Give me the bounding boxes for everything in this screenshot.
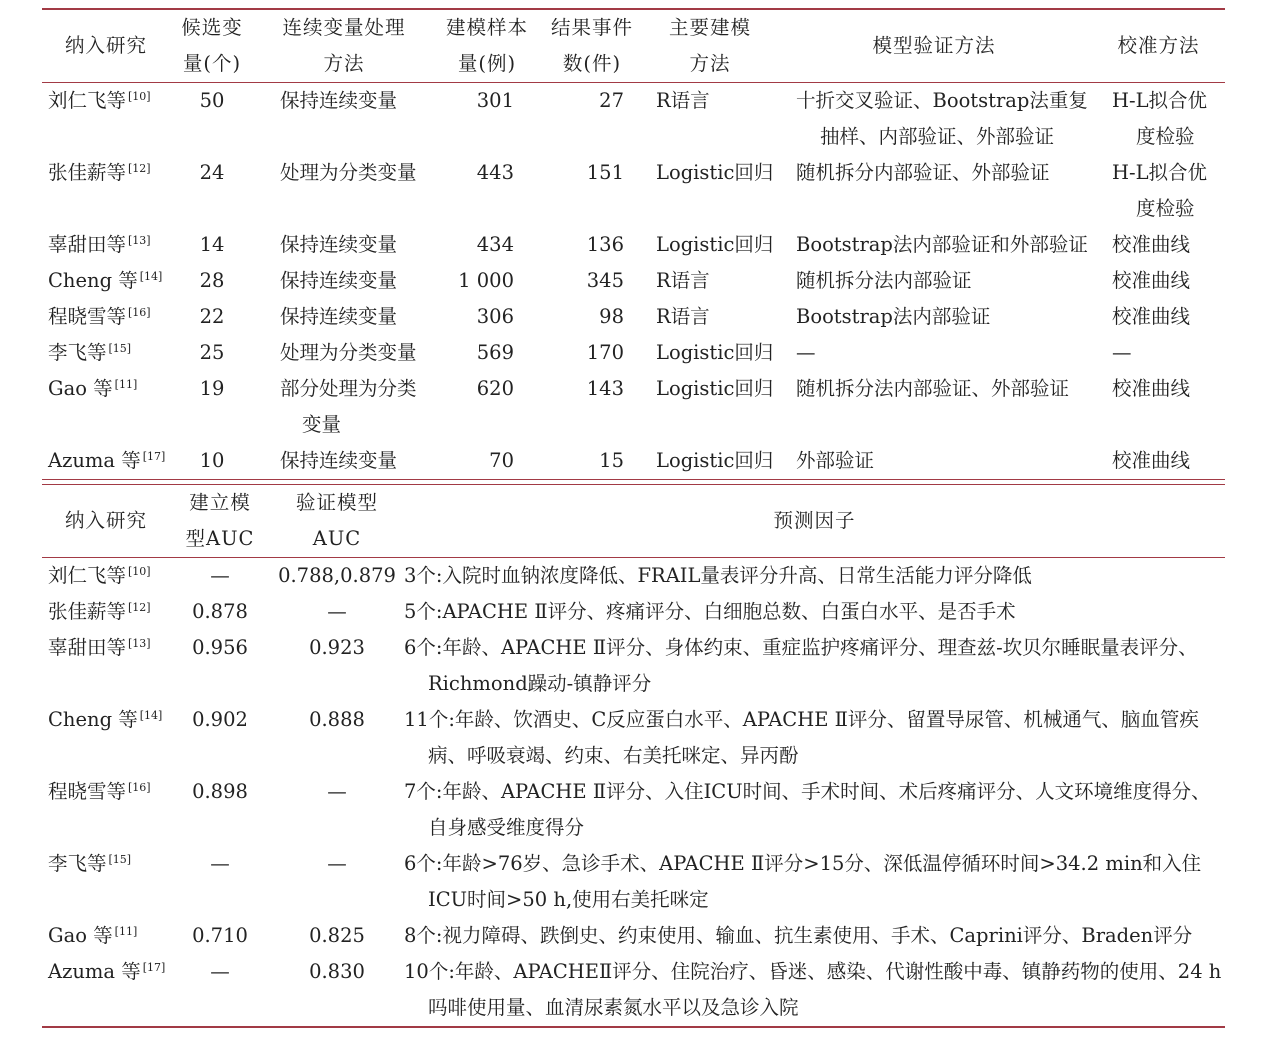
modeling-method-cell: [644, 227, 776, 263]
table2-header-cell: [404, 485, 1225, 558]
citation-ref: [15]: [108, 342, 132, 355]
header-text: 纳入研究: [64, 34, 147, 57]
validation-auc-cell: [270, 954, 404, 1026]
build-auc: —: [210, 564, 230, 587]
event-count: 170: [586, 341, 624, 364]
table-row: [42, 558, 1225, 595]
candidate-vars-cell: [170, 443, 254, 479]
validation-method-cell: [776, 227, 1092, 263]
study-name-cell: [42, 630, 170, 702]
study-name-cell: [42, 299, 170, 335]
header-text: 结果事件: [550, 16, 633, 39]
sample-size: 569: [476, 341, 514, 364]
continuous-method: 保持连续变量: [280, 269, 398, 292]
sample-size-cell: [434, 263, 540, 299]
citation-ref: [12]: [128, 162, 151, 175]
predictors-cell: [404, 594, 1225, 630]
study-name: 程晓雪等: [48, 305, 127, 328]
table2-header-row: [42, 485, 1225, 558]
validation-auc: —: [327, 780, 347, 803]
event-count: 345: [586, 269, 624, 292]
citation-ref: [14]: [139, 270, 163, 283]
predictors-cell: [404, 954, 1225, 1026]
event-count-cell: [540, 335, 644, 371]
study-name: Azuma 等: [48, 960, 141, 983]
study-name: Gao 等: [48, 377, 113, 400]
study-name: 张佳薪等: [48, 161, 127, 184]
header-text: 方法: [323, 52, 365, 75]
header-text: 主要建模: [668, 16, 751, 39]
table-row: [42, 594, 1225, 630]
table-row: [42, 918, 1225, 954]
continuous-method-cell: [254, 155, 434, 227]
citation-ref: [17]: [142, 961, 166, 974]
table2-body: [42, 558, 1225, 1027]
event-count: 15: [599, 449, 624, 472]
validation-method-cell: [776, 263, 1092, 299]
candidate-vars: 24: [199, 161, 225, 184]
study-name: Azuma 等: [48, 449, 141, 472]
table2-header-cell: [170, 485, 270, 558]
validation-auc: —: [327, 852, 347, 875]
event-count-cell: [540, 83, 644, 156]
candidate-vars-cell: [170, 335, 254, 371]
modeling-method: Logistic回归: [656, 377, 774, 400]
study-name: Gao 等: [48, 924, 113, 947]
modeling-method-cell: [644, 263, 776, 299]
table-row: [42, 371, 1225, 443]
table1-header-row: [42, 9, 1225, 83]
citation-ref: [15]: [108, 853, 132, 866]
build-auc: 0.898: [192, 780, 248, 803]
validation-auc-cell: [270, 558, 404, 595]
modeling-method: R语言: [656, 305, 710, 328]
predictors: 6个:年龄>76岁、急诊手术、APACHE Ⅱ评分>15分、深低温停循环时间>34.2 min和入住ICU时间>50 h,使用右美托咪定: [404, 852, 1202, 911]
validation-method-cell: [776, 299, 1092, 335]
table2-header-cell: [270, 485, 404, 558]
table-row: [42, 774, 1225, 846]
candidate-vars-cell: [170, 83, 254, 156]
continuous-method: 处理为分类变量: [280, 161, 417, 184]
table-row: [42, 846, 1225, 918]
predictors: 11个:年龄、饮酒史、C反应蛋白水平、APACHE Ⅱ评分、留置导尿管、机械通气、脑血管疾病、呼吸衰竭、约束、右美托咪定、异丙酚: [404, 708, 1199, 767]
validation-method: 外部验证: [796, 449, 875, 472]
table-bottom-rule: [42, 1026, 1225, 1028]
build-auc-cell: [170, 954, 270, 1026]
table-row: [42, 335, 1225, 371]
validation-method: 随机拆分法内部验证: [796, 269, 972, 292]
study-name: 李飞等: [48, 852, 107, 875]
calibration-method: 校准曲线: [1112, 269, 1191, 292]
continuous-method-cell: [254, 299, 434, 335]
event-count-cell: [540, 443, 644, 479]
build-auc: —: [210, 960, 230, 983]
validation-auc: 0.923: [309, 636, 365, 659]
modeling-method-cell: [644, 335, 776, 371]
event-count-cell: [540, 263, 644, 299]
predictors-cell: [404, 558, 1225, 595]
citation-ref: [10]: [128, 90, 151, 103]
study-name: 辜甜田等: [48, 636, 127, 659]
validation-method-cell: [776, 155, 1092, 227]
build-auc: 0.710: [192, 924, 248, 947]
study-name-cell: [42, 846, 170, 918]
citation-ref: [17]: [142, 450, 166, 463]
continuous-method: 保持连续变量: [280, 305, 398, 328]
validation-method: 十折交叉验证、Bootstrap法重复抽样、内部验证、外部验证: [796, 89, 1088, 148]
event-count: 143: [586, 377, 624, 400]
calibration-method: 校准曲线: [1112, 233, 1191, 256]
calibration-method: 校准曲线: [1112, 305, 1191, 328]
study-name: Cheng 等: [48, 269, 138, 292]
calibration-method: 校准曲线: [1112, 377, 1191, 400]
citation-ref: [14]: [139, 709, 163, 722]
event-count-cell: [540, 299, 644, 335]
build-auc-cell: [170, 558, 270, 595]
table-container: [42, 8, 1225, 1028]
study-name: 张佳薪等: [48, 600, 127, 623]
validation-method-cell: [776, 443, 1092, 479]
citation-ref: [10]: [128, 565, 151, 578]
study-name: Cheng 等: [48, 708, 138, 731]
predictors-cell: [404, 702, 1225, 774]
table1-header-cell: [42, 9, 170, 83]
citation-ref: [16]: [128, 306, 151, 319]
header-text: 量(例): [457, 52, 517, 75]
study-name: 李飞等: [48, 341, 107, 364]
modeling-method-cell: [644, 83, 776, 156]
sample-size-cell: [434, 335, 540, 371]
study-name-cell: [42, 558, 170, 595]
table1-header-cell: [434, 9, 540, 83]
candidate-vars: 19: [199, 377, 225, 400]
header-text: AUC: [312, 527, 362, 550]
calibration-method-cell: [1092, 155, 1225, 227]
validation-method: Bootstrap法内部验证和外部验证: [796, 233, 1088, 256]
continuous-method-cell: [254, 335, 434, 371]
sample-size-cell: [434, 83, 540, 156]
header-text: 型AUC: [185, 527, 255, 550]
calibration-method-cell: [1092, 299, 1225, 335]
build-auc-cell: [170, 846, 270, 918]
modeling-method: Logistic回归: [656, 233, 774, 256]
sample-size-cell: [434, 371, 540, 443]
validation-method-cell: [776, 335, 1092, 371]
study-name-cell: [42, 83, 170, 156]
study-name: 刘仁飞等: [48, 89, 127, 112]
citation-ref: [16]: [128, 781, 151, 794]
predictors: 10个:年龄、APACHEⅡ评分、住院治疗、昏迷、感染、代谢性酸中毒、镇静药物的使用、24 h吗啡使用量、血清尿素氮水平以及急诊入院: [404, 960, 1222, 1019]
build-auc-cell: [170, 630, 270, 702]
study-name: 刘仁飞等: [48, 564, 127, 587]
study-name-cell: [42, 954, 170, 1026]
predictors-cell: [404, 846, 1225, 918]
event-count: 98: [599, 305, 624, 328]
build-auc: 0.878: [192, 600, 248, 623]
header-text: 方法: [689, 52, 731, 75]
validation-auc: 0.788,0.879: [278, 564, 396, 587]
continuous-method: 保持连续变量: [280, 233, 398, 256]
table-row: [42, 299, 1225, 335]
continuous-method-cell: [254, 83, 434, 156]
candidate-vars: 50: [199, 89, 225, 112]
citation-ref: [13]: [128, 637, 151, 650]
table1-header-cell: [254, 9, 434, 83]
validation-method: Bootstrap法内部验证: [796, 305, 991, 328]
modeling-method: Logistic回归: [656, 449, 774, 472]
study-name-cell: [42, 155, 170, 227]
calibration-method-cell: [1092, 227, 1225, 263]
header-text: 校准方法: [1117, 34, 1200, 57]
study-name: 程晓雪等: [48, 780, 127, 803]
build-auc-cell: [170, 918, 270, 954]
study-name-cell: [42, 774, 170, 846]
calibration-method-cell: [1092, 371, 1225, 443]
candidate-vars-cell: [170, 371, 254, 443]
citation-ref: [11]: [114, 378, 138, 391]
header-text: 建立模: [189, 491, 251, 514]
table-row: [42, 263, 1225, 299]
header-text: 模型验证方法: [872, 34, 996, 57]
event-count: 151: [586, 161, 624, 184]
predictors: 6个:年龄、APACHE Ⅱ评分、身体约束、重症监护疼痛评分、理查兹-坎贝尔睡眠量表评分、Richmond躁动-镇静评分: [404, 636, 1198, 695]
modeling-method-cell: [644, 299, 776, 335]
predictors-cell: [404, 630, 1225, 702]
continuous-method-cell: [254, 443, 434, 479]
continuous-method: 处理为分类变量: [280, 341, 417, 364]
sample-size-cell: [434, 299, 540, 335]
sample-size: 434: [476, 233, 514, 256]
sample-size: 620: [476, 377, 514, 400]
header-text: 量(个): [182, 52, 242, 75]
sample-size: 70: [489, 449, 514, 472]
study-name-cell: [42, 227, 170, 263]
study-name-cell: [42, 594, 170, 630]
sample-size-cell: [434, 155, 540, 227]
candidate-vars: 14: [199, 233, 225, 256]
citation-ref: [12]: [128, 601, 151, 614]
table-row: [42, 630, 1225, 702]
build-auc: 0.956: [192, 636, 248, 659]
table-row: [42, 954, 1225, 1026]
modeling-method-cell: [644, 371, 776, 443]
build-auc-cell: [170, 774, 270, 846]
validation-method-cell: [776, 83, 1092, 156]
modeling-method: R语言: [656, 269, 710, 292]
build-auc-cell: [170, 702, 270, 774]
modeling-method-cell: [644, 155, 776, 227]
event-count-cell: [540, 371, 644, 443]
header-text: 纳入研究: [64, 509, 147, 532]
table1-header-cell: [170, 9, 254, 83]
validation-auc: 0.825: [309, 924, 365, 947]
table-row: [42, 155, 1225, 227]
table1-header-cell: [1092, 9, 1225, 83]
header-text: 建模样本: [445, 16, 528, 39]
study-name-cell: [42, 335, 170, 371]
candidate-vars-cell: [170, 299, 254, 335]
study-name: 辜甜田等: [48, 233, 127, 256]
event-count: 136: [586, 233, 624, 256]
table-row: [42, 443, 1225, 479]
predictors: 8个:视力障碍、跌倒史、约束使用、输血、抗生素使用、手术、Caprini评分、Braden评分: [404, 924, 1193, 947]
predictors-cell: [404, 774, 1225, 846]
study-name-cell: [42, 371, 170, 443]
table1-header-cell: [540, 9, 644, 83]
header-text: 验证模型: [295, 491, 378, 514]
candidate-vars-cell: [170, 263, 254, 299]
citation-ref: [13]: [128, 234, 151, 247]
header-text: 连续变量处理: [282, 16, 406, 39]
event-count: 27: [599, 89, 624, 112]
candidate-vars: 25: [199, 341, 225, 364]
sample-size: 301: [476, 89, 514, 112]
study-name-cell: [42, 702, 170, 774]
continuous-method-cell: [254, 263, 434, 299]
predictors: 3个:入院时血钠浓度降低、FRAIL量表评分升高、日常生活能力评分降低: [404, 564, 1032, 587]
header-text: 候选变: [181, 16, 243, 39]
validation-auc-cell: [270, 594, 404, 630]
continuous-method: 保持连续变量: [280, 89, 398, 112]
study-name-cell: [42, 443, 170, 479]
table-row: [42, 227, 1225, 263]
candidate-vars: 28: [199, 269, 225, 292]
validation-auc: 0.888: [309, 708, 365, 731]
continuous-method: 保持连续变量: [280, 449, 398, 472]
modeling-method: Logistic回归: [656, 341, 774, 364]
event-count-cell: [540, 155, 644, 227]
calibration-method-cell: [1092, 335, 1225, 371]
table1-header-cell: [644, 9, 776, 83]
continuous-method: 部分处理为分类变量: [280, 377, 417, 436]
calibration-method-cell: [1092, 443, 1225, 479]
validation-auc: 0.830: [309, 960, 365, 983]
validation-auc: —: [327, 600, 347, 623]
sample-size-cell: [434, 443, 540, 479]
validation-auc-cell: [270, 918, 404, 954]
continuous-method-cell: [254, 371, 434, 443]
build-auc: —: [210, 852, 230, 875]
calibration-method: —: [1112, 341, 1132, 364]
study-name-cell: [42, 918, 170, 954]
candidate-vars-cell: [170, 227, 254, 263]
validation-auc-cell: [270, 846, 404, 918]
build-auc-cell: [170, 594, 270, 630]
calibration-method: H-L拟合优度检验: [1112, 89, 1208, 148]
validation-auc-cell: [270, 630, 404, 702]
calibration-method-cell: [1092, 263, 1225, 299]
event-count-cell: [540, 227, 644, 263]
sample-size: 443: [476, 161, 514, 184]
validation-method-cell: [776, 371, 1092, 443]
table1-body: [42, 83, 1225, 480]
validation-method: —: [796, 341, 816, 364]
modeling-method-cell: [644, 443, 776, 479]
candidate-vars-cell: [170, 155, 254, 227]
validation-method: 随机拆分内部验证、外部验证: [796, 161, 1050, 184]
calibration-method: H-L拟合优度检验: [1112, 161, 1208, 220]
table-row: [42, 83, 1225, 156]
validation-auc-cell: [270, 774, 404, 846]
candidate-vars: 10: [199, 449, 225, 472]
table1-header-cell: [776, 9, 1092, 83]
predictors-cell: [404, 918, 1225, 954]
table2-header-cell: [42, 485, 170, 558]
modeling-method: Logistic回归: [656, 161, 774, 184]
model-characteristics-table: [42, 8, 1225, 479]
validation-method: 随机拆分法内部验证、外部验证: [796, 377, 1070, 400]
header-text: 预测因子: [773, 509, 856, 532]
predictors: 5个:APACHE Ⅱ评分、疼痛评分、白细胞总数、白蛋白水平、是否手术: [404, 600, 1016, 623]
citation-ref: [11]: [114, 925, 138, 938]
sample-size-cell: [434, 227, 540, 263]
sample-size: 306: [476, 305, 514, 328]
build-auc: 0.902: [192, 708, 248, 731]
calibration-method: 校准曲线: [1112, 449, 1191, 472]
predictors: 7个:年龄、APACHE Ⅱ评分、入住ICU时间、手术时间、术后疼痛评分、人文环境维度得分、自身感受维度得分: [404, 780, 1211, 839]
validation-auc-cell: [270, 702, 404, 774]
sample-size: 1 000: [458, 269, 514, 292]
calibration-method-cell: [1092, 83, 1225, 156]
model-performance-table: [42, 485, 1225, 1026]
header-text: 数(件): [562, 52, 622, 75]
candidate-vars: 22: [199, 305, 225, 328]
study-name-cell: [42, 263, 170, 299]
continuous-method-cell: [254, 227, 434, 263]
modeling-method: R语言: [656, 89, 710, 112]
table-row: [42, 702, 1225, 774]
